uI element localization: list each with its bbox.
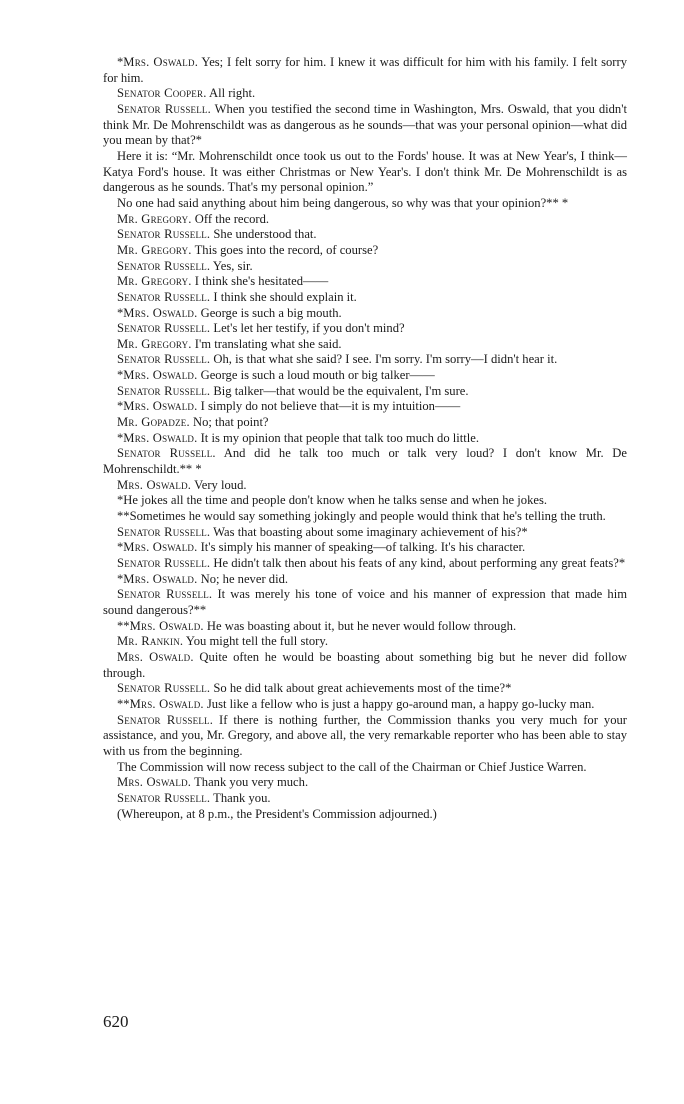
speaker-name: Mrs. Oswald. bbox=[129, 696, 204, 711]
transcript-paragraph bbox=[103, 227, 627, 243]
speech-text: Oh, is that what she said? I see. I'm sorry. I'm sorry—I didn't hear it. bbox=[210, 352, 558, 367]
transcript-paragraph bbox=[103, 681, 627, 697]
speaker-name: Mrs. Oswald. bbox=[117, 649, 194, 664]
speaker-name: Senator Russell. bbox=[117, 383, 211, 398]
transcript-paragraph bbox=[103, 212, 627, 228]
transcript-paragraph bbox=[103, 540, 627, 556]
speech-text: He didn't talk then about his feats of any kind, about performing any great feats?* bbox=[210, 556, 626, 570]
footnote-marker: * bbox=[117, 540, 124, 555]
speaker-name: Mrs. Oswald. bbox=[123, 305, 198, 320]
transcript-paragraph bbox=[103, 807, 627, 823]
speaker-name: Mrs. Oswald. bbox=[117, 775, 192, 790]
speaker-name: Mrs. Oswald. bbox=[123, 540, 198, 555]
footnote-marker: * bbox=[117, 368, 124, 383]
transcript-paragraph bbox=[103, 306, 627, 322]
speaker-name: Mr. Gopadze. bbox=[117, 415, 190, 430]
transcript-paragraph bbox=[103, 713, 627, 760]
speaker-name: Senator Russell. bbox=[117, 289, 211, 304]
speaker-name: Senator Russell. bbox=[117, 101, 211, 116]
transcript-paragraph bbox=[103, 274, 627, 290]
speaker-name: Senator Russell. bbox=[117, 556, 211, 570]
speaker-name: Senator Russell. bbox=[117, 790, 211, 805]
speech-text: (Whereupon, at 8 p.m., the President's Commission adjourned.) bbox=[117, 806, 437, 821]
transcript-paragraph bbox=[103, 587, 627, 618]
speech-text: And did he talk too much or talk very loud? I don't know Mr. De Mohrenschildt.** * bbox=[103, 446, 627, 477]
speaker-name: Senator Russell. bbox=[117, 227, 211, 242]
transcript-paragraph bbox=[103, 509, 627, 525]
transcript-paragraph bbox=[103, 102, 627, 149]
speech-text: I'm translating what she said. bbox=[191, 336, 342, 351]
transcript-paragraph bbox=[103, 525, 627, 541]
speaker-name: Mrs. Oswald. bbox=[123, 430, 198, 445]
speech-text: It's simply his manner of speaking—of talking. It's his character. bbox=[197, 540, 526, 555]
footnote-marker: * bbox=[117, 55, 124, 69]
transcript-paragraph bbox=[103, 634, 627, 650]
transcript-body bbox=[103, 55, 627, 822]
transcript-paragraph bbox=[103, 399, 627, 415]
speaker-name: Mrs. Oswald. bbox=[123, 571, 198, 586]
speech-text: **Sometimes he would say something jokingly and people would think that he's telling the truth. bbox=[117, 509, 606, 524]
transcript-paragraph bbox=[103, 775, 627, 791]
transcript-paragraph bbox=[103, 431, 627, 447]
transcript-paragraph bbox=[103, 55, 627, 86]
transcript-paragraph bbox=[103, 572, 627, 588]
speaker-name: Mrs. Oswald. bbox=[123, 368, 198, 383]
transcript-paragraph bbox=[103, 321, 627, 337]
speech-text: You might tell the full story. bbox=[183, 634, 328, 649]
speech-text: I simply do not believe that—it is my intuition—— bbox=[197, 399, 461, 414]
speech-text: Thank you. bbox=[210, 790, 271, 805]
speech-text: I think she should explain it. bbox=[210, 289, 357, 304]
speech-text: When you testified the second time in Washington, Mrs. Oswald, that you didn't think Mr. De Mohrenschildt was as dangerous as he sounds—that was your personal opinion—what did you mean by that?* bbox=[103, 101, 627, 148]
transcript-paragraph bbox=[103, 149, 627, 196]
speech-text: Very loud. bbox=[191, 477, 247, 492]
speech-text: It was merely his tone of voice and his manner of expression that made him sound dangerous?** bbox=[103, 587, 627, 617]
speaker-name: Mr. Gregory. bbox=[117, 211, 192, 226]
speaker-name: Senator Russell. bbox=[117, 446, 216, 461]
speaker-name: Mrs. Oswald. bbox=[117, 477, 192, 492]
speech-text: I think she's hesitated—— bbox=[191, 274, 329, 289]
speech-text: So he did talk about great achievements most of the time?* bbox=[210, 681, 512, 696]
transcript-paragraph bbox=[103, 493, 627, 509]
speaker-name: Senator Cooper. bbox=[117, 86, 207, 101]
speech-text: No one had said anything about him being dangerous, so why was that your opinion?** * bbox=[117, 195, 569, 210]
footnote-marker: * bbox=[117, 399, 124, 414]
speaker-name: Senator Russell. bbox=[117, 352, 211, 367]
speaker-name: Mrs. Oswald. bbox=[123, 55, 199, 69]
speech-text: Quite often he would be boasting about something big but he never did follow through. bbox=[103, 649, 627, 680]
transcript-paragraph bbox=[103, 290, 627, 306]
speaker-name: Senator Russell. bbox=[117, 712, 214, 727]
speaker-name: Senator Russell. bbox=[117, 681, 211, 696]
transcript-paragraph bbox=[103, 259, 627, 275]
speaker-name: Mrs. Oswald. bbox=[123, 399, 198, 414]
transcript-paragraph bbox=[103, 196, 627, 212]
transcript-paragraph bbox=[103, 243, 627, 259]
transcript-paragraph bbox=[103, 384, 627, 400]
speech-text: He was boasting about it, but he never would follow through. bbox=[203, 618, 517, 633]
footnote-marker: * bbox=[117, 430, 124, 445]
transcript-paragraph bbox=[103, 368, 627, 384]
transcript-paragraph bbox=[103, 337, 627, 353]
speaker-name: Senator Russell. bbox=[117, 258, 211, 273]
transcript-paragraph bbox=[103, 446, 627, 477]
page-number: 620 bbox=[103, 1012, 129, 1031]
speech-text: Was that boasting about some imaginary achievement of his?* bbox=[210, 524, 528, 539]
speech-text: She understood that. bbox=[210, 227, 317, 242]
speech-text: Yes; I felt sorry for him. I knew it was difficult for him with his family. I felt sorry for him. bbox=[103, 55, 627, 85]
speaker-name: Senator Russell. bbox=[117, 524, 211, 539]
speaker-name: Mr. Rankin. bbox=[117, 634, 184, 649]
speech-text: Here it is: “Mr. Mohrenschildt once took us out to the Fords' house. It was at New Year's, I think—Katya Ford's house. It was either Christmas or New Year's. I don't think Mr. De Mohrenschildt is as dangerous as he sounds. That's my personal opinion.” bbox=[103, 148, 627, 195]
transcript-paragraph bbox=[103, 791, 627, 807]
speaker-name: Mrs. Oswald. bbox=[129, 618, 204, 633]
transcript-paragraph bbox=[103, 760, 627, 776]
footnote-marker: ** bbox=[117, 696, 130, 711]
transcript-paragraph bbox=[103, 415, 627, 431]
speech-text: George is such a big mouth. bbox=[197, 305, 342, 320]
footnote-marker: ** bbox=[117, 618, 130, 633]
speech-text: No; he never did. bbox=[197, 571, 289, 586]
speech-text: This goes into the record, of course? bbox=[191, 242, 379, 257]
transcript-paragraph bbox=[103, 478, 627, 494]
speech-text: All right. bbox=[206, 86, 256, 101]
speech-text: *He jokes all the time and people don't know when he talks sense and when he jokes. bbox=[117, 493, 548, 508]
speech-text: Big talker—that would be the equivalent, I'm sure. bbox=[210, 383, 469, 398]
speaker-name: Mr. Gregory. bbox=[117, 336, 192, 351]
speech-text: Thank you very much. bbox=[191, 775, 309, 790]
speaker-name: Mr. Gregory. bbox=[117, 242, 192, 257]
transcript-paragraph bbox=[103, 86, 627, 102]
speaker-name: Senator Russell. bbox=[117, 587, 213, 602]
speech-text: Yes, sir. bbox=[210, 258, 253, 273]
transcript-paragraph bbox=[103, 352, 627, 368]
speech-text: It is my opinion that people that talk too much do little. bbox=[197, 430, 480, 445]
transcript-paragraph bbox=[103, 650, 627, 681]
speech-text: The Commission will now recess subject to the call of the Chairman or Chief Justice Warren. bbox=[117, 759, 587, 774]
speech-text: Let's let her testify, if you don't mind? bbox=[210, 321, 405, 336]
speaker-name: Senator Russell. bbox=[117, 321, 211, 336]
speech-text: Off the record. bbox=[191, 211, 270, 226]
transcript-paragraph bbox=[103, 619, 627, 635]
speech-text: George is such a loud mouth or big talker—— bbox=[197, 368, 435, 383]
speech-text: No; that point? bbox=[189, 415, 269, 430]
speech-text: Just like a fellow who is just a happy go-around man, a happy go-lucky man. bbox=[203, 696, 595, 711]
footnote-marker: * bbox=[117, 571, 124, 586]
speaker-name: Mr. Gregory. bbox=[117, 274, 192, 289]
footnote-marker: * bbox=[117, 305, 124, 320]
speech-text: If there is nothing further, the Commission thanks you very much for your assistance, and you, Mr. Gregory, and above all, the very remarkable reporter who has been able to stay with us from the beginning. bbox=[103, 712, 627, 758]
transcript-paragraph bbox=[103, 556, 627, 572]
transcript-paragraph bbox=[103, 697, 627, 713]
